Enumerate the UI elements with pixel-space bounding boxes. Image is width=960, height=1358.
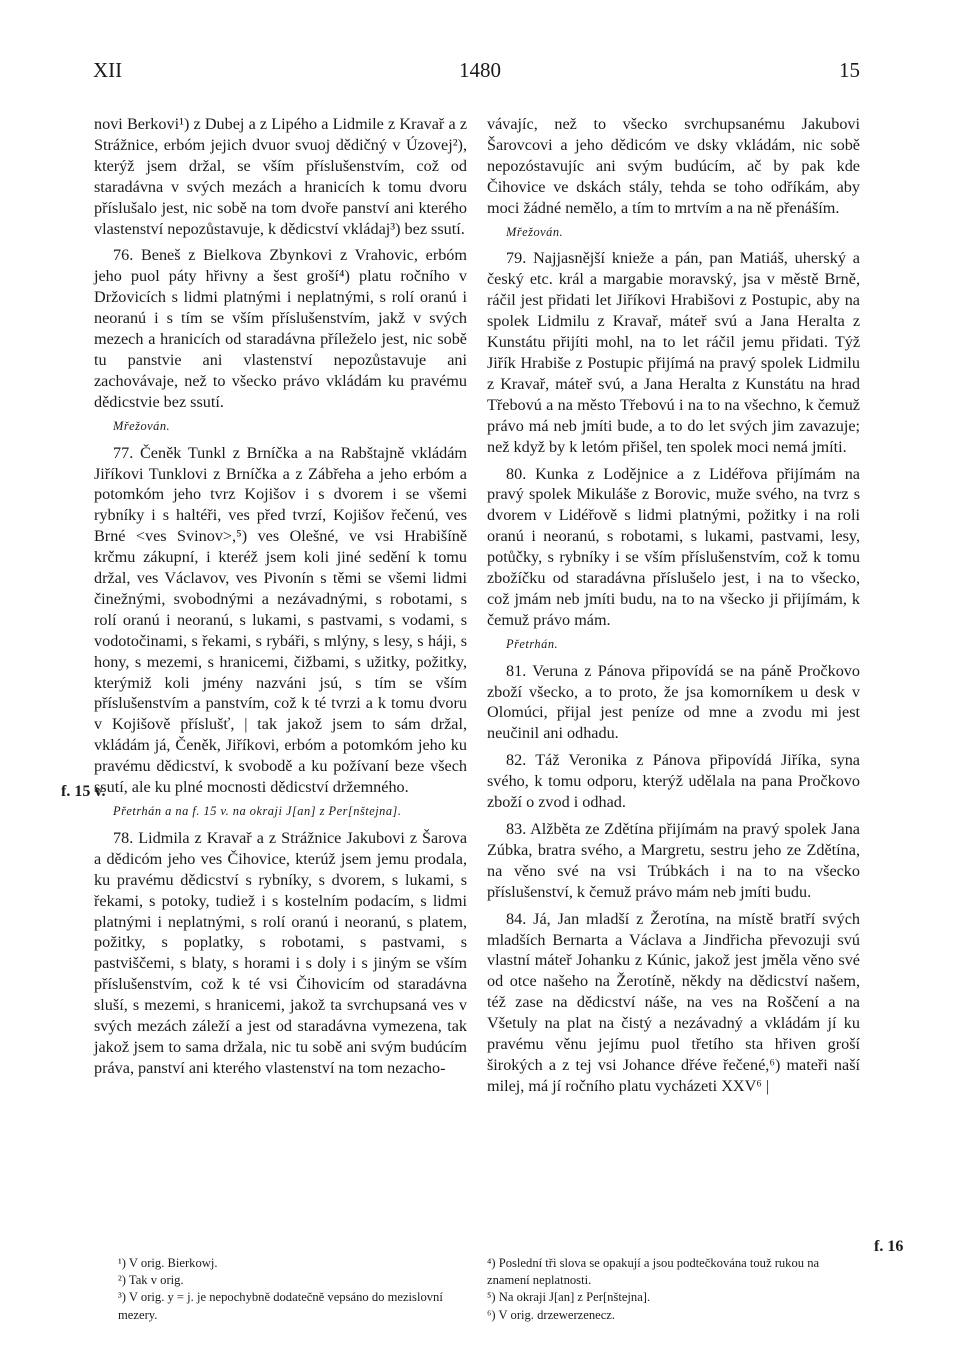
entry-77-note: Přetrhán a na f. 15 v. na okraji J[an] z Per[nštejna].	[113, 804, 402, 818]
right-column	[487, 114, 860, 1097]
footnote-6: ⁶) V orig. drzewerzenecz.	[487, 1307, 616, 1322]
entry-77: 77. Čeněk Tunkl z Brníčka a na Rabštajně vkládám Jiříkovi Tunklovi z Brníčka a z Zábřeha a jeho erbóm a potomkóm jeho tvrz Kojišov i s dvorem i se všemi rybníky i s haltéři, ves před tvrzí, Kojišov řečenú, ves Brné <ves Svinov>,⁵) ves Olešné, ve vsi Hrabišíně krčmu zákupní, i kteréž jsem koli jiné sedění k tomu držal, ves Václavov, ves Pivonín s těmi se všemi lidmi činežnými, svobodnými a nezávadnými, s robotami, s rolí oranú i neoranú, s lukami, s pastvami, s vodami, s vodotočinami, s řekami, s rybáři, s mlýny, s lesy, s háji, s hony, s mezemi, s hranicemi, čižbami, s užitky, požitky, kterýmiž koli jmény nazváni jsú, s tím se vším příslušenstvím a panstvím, což k té tvrzi a k tomu dvoru v Kojišově příslušť, | tak jakož jsem to sám držal, vkládám já, Čeněk, Jiříkovi, erbóm a potomkóm jeho ku pravému dědicství, k svobodě a ku požívaní beze všech ssutí, ale ku plné mocnosti dědicství držemného.	[94, 443, 467, 797]
folio-mark-16: f. 16	[874, 1238, 904, 1255]
page-number: 15	[839, 58, 860, 82]
entry-81: 81. Veruna z Pánova připovídá se na páně Pročkovo zboží všecko, a to proto, že jsa komorníkem u desk v Olomúci, přijal jest peníze od mne a zvodu mi jest neučinil ani odhadu.	[487, 661, 860, 743]
entry-80-note: Přetrhán.	[506, 636, 559, 651]
footnotes-left	[118, 1255, 478, 1324]
footnotes-right	[487, 1255, 862, 1324]
footnote-5: ⁵) Na okraji J[an] z Per[nštejna].	[487, 1290, 651, 1305]
entry-78-continuation: vávajíc, než to všecko svrchupsanému Jakubovi Šarovcovi a jeho dědicóm ve dsky vkládám, nic sobě nepozóstavujíc ani svým budúcím, ač by pak kde Čihovice ve dskách stály, tehda se toho odříkám, aby moci žádné nemělo, a tím to mrtvím a na ně přenáším.	[487, 115, 860, 217]
header-year: 1480	[459, 58, 501, 82]
entry-78-note: Mřežován.	[506, 224, 564, 239]
footnote-1: ¹) V orig. Bierkowj.	[118, 1256, 218, 1270]
footnote-2: ²) Tak v orig.	[118, 1273, 184, 1288]
entry-78: 78. Lidmila z Kravař a z Strážnice Jakubovi z Šarova a dědicóm jeho ves Čihovice, kterúž jsem jemu prodala, ku pravému dědicství s rybníky, s dvorem, s lukami, s řekami, s potoky, tudiež i s kostelním podacím, s lidmi platnými i neplatnými, s rolí oranú i neoranú, s platem, požitky, s poplatky, s robotami, s pastvami, s pastviščemi, s blaty, s horami i s doly i s jiným se vším příslušenstvím, což k té vsi Čihovicím od staradávna sluší, s mezemi, s hranicemi, jakož ta svrchupsaná ves v svých mezách záleží a jest od staradávna vymezena, tak jakož jsem to sama držala, nic tu sobě ani svým budúcím práva, panství ani kterého vlastenství na tom nezacho-	[94, 828, 467, 1077]
entry-80: 80. Kunka z Lodějnice a z Lidéřova přijímám na pravý spolek Mikuláše z Borovic, muže svého, na tvrz s dvorem v Lidéřově s lidmi platnými, požitky i na roli oranú i neoranú, s robotami, s lukami, pastvami, lesy, potůčky, s rybníky i se vším příslušenstvím, což k tomu zbožíčku od staradávna příslušelo jest, i na to všecko, což jmám neb jmíti budu, na to na všecko ji přijímám, k čemuž právo mám.	[487, 464, 860, 629]
entry-84: 84. Já, Jan mladší z Žerotína, na místě bratří svých mladších Bernarta a Václava a Jindřicha převozuji svú vlastní máteř Johanku z Kúnic, jakož jest jměla věno své od otce našeho na Žerotíně, někdy na dědicství našem, též zase na dědicství náše, na ves na Roščení a na Všetuly na plat na čistý a nezávadný a vkládám jí ku pravému věnu jejímu puol třetího sta hřiven groší širokých a z tej vsi Johance dřéve řečené,⁶) mateři naší milej, má jí ročního platu vycházeti XXV⁶ |	[487, 909, 860, 1095]
entry-79: 79. Najjasnější knieže a pán, pan Matiáš, uherský a český etc. král a margabie moravský, jsa v městě Brně, ráčil jest přidati let Jiříkovi Hrabišovi z Postupic, aby na spolek Lidmilu z Kravař, máteř svú a Jana Heralta z Kunstátu přijíti mohl, na to let ráčil jemu přidati. Týž Jiřík Hrabiše z Postupic přijímá na pravý spolek Lidmilu z Kravař, máteř svú, a Jana Heralta z Kunstátu na hrad Třebovú a na město Třebovú i na to na všechno, k čemuž právo má neb jmíti bude, a to do let svých jim zavazuje; než když by k letóm přišel, ten spolek moci nemá jmíti.	[487, 249, 860, 456]
header-left-roman-numeral: XII	[93, 58, 123, 82]
left-column	[94, 114, 467, 1079]
footnote-3: ³) V orig. y = j. je nepochybně dodatečně vepsáno do mezislovní mezery.	[118, 1290, 443, 1322]
footnote-4: ⁴) Poslední tři slova se opakují a jsou podtečkována touž rukou na znamení neplatnosti.	[487, 1256, 820, 1288]
entry-83: 83. Alžběta ze Zdětína přijímám na pravý spolek Jana Zúbka, bratra svého, a Margretu, sestru jeho ze Zdětína, na věno své na vsi Trúbkách i na to na všecko příslušenství, k čemuž právo mám neb jmíti budu.	[487, 820, 860, 901]
entry-75-continuation: novi Berkovi¹) z Dubej a z Lipého a Lidmile z Kravař a z Strážnice, erbóm jejich dvuor svuoj dědičný v Úzovej²), kterýž jsem držal, se vším příslušenstvím, což od staradávna v svých mezách a hranicích k tomu dvoru příslušalo jest, nic sobě na tom dvoře panství ani kterého vlastenství nepozůstavuje, k dědicství vkládaj³) bez ssutí.	[94, 115, 467, 238]
entry-82: 82. Táž Veronika z Pánova připovídá Jiříka, syna svého, k tomu odporu, kterýž udělala na pana Pročkovo zboží o zvod i odhad.	[487, 751, 860, 812]
entry-76-note: Mřežován.	[113, 418, 171, 433]
folio-mark-15v: f. 15 v.	[61, 783, 106, 800]
entry-76: 76. Beneš z Bielkova Zbynkovi z Vrahovic, erbóm jeho puol páty hřivny a šest groší⁴) platu ročního v Držovicích s lidmi platnými i neplatnými, s rolí oranú i neoranú i s tím se vším příslušenstvím, jakž v svých mezech a hranicích od staradávna příleželo jest, nic sobě tu panstvie ani vlastenství nepozůstavuje ani zachovávaje, než to všecko právo vkládám ku pravému dědicstvie bez ssutí.	[94, 246, 467, 411]
